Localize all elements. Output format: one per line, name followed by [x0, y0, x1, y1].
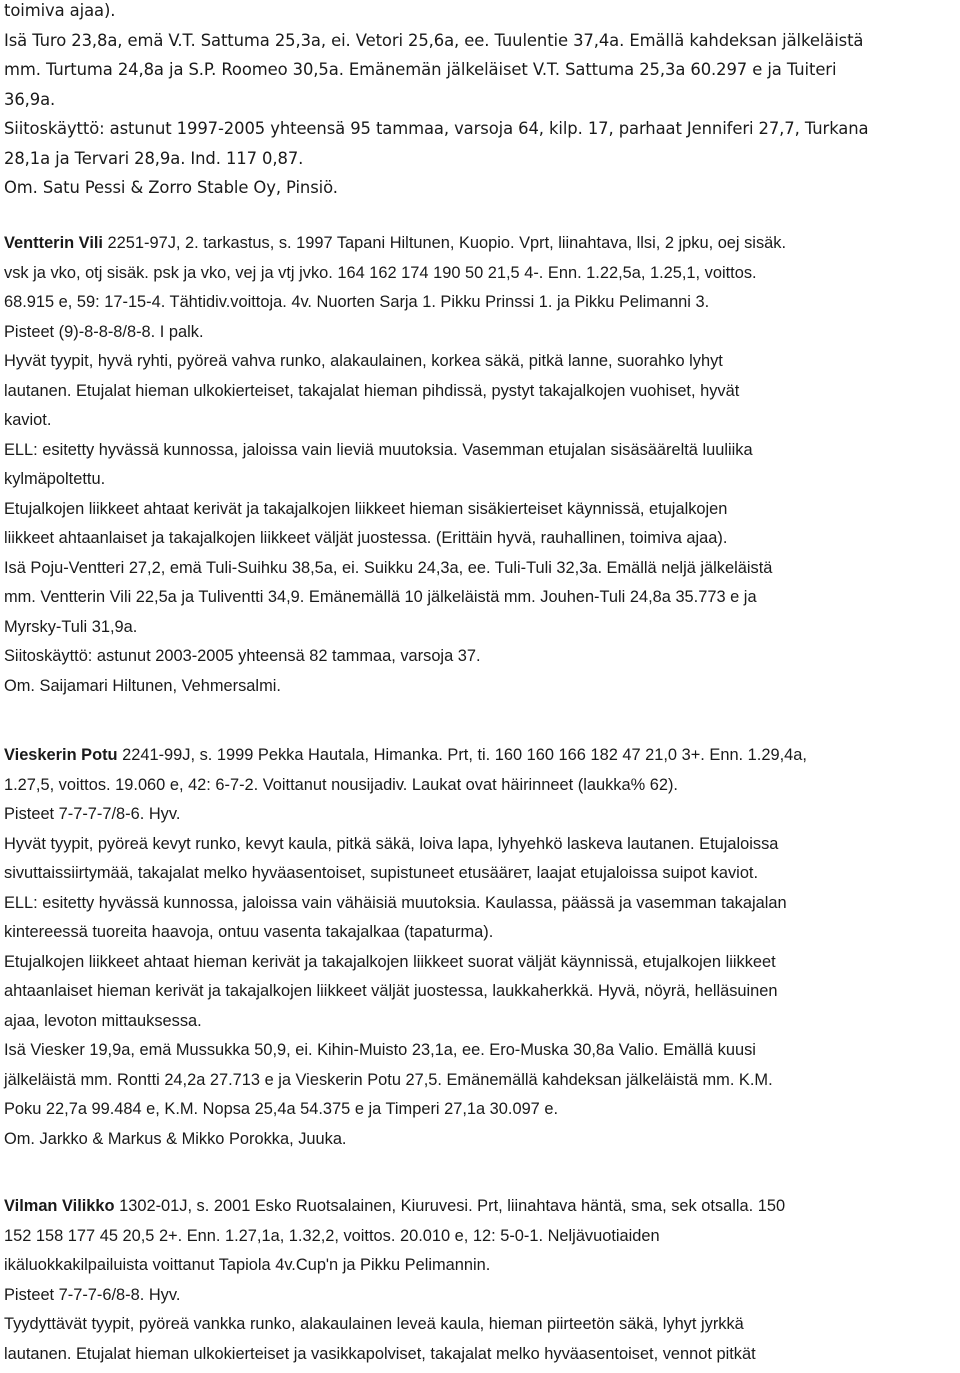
horse-entry-ventterin-vili: [4, 229, 958, 701]
text-line: Pisteet 7-7-7-7/8-6. Hyv.: [4, 805, 181, 823]
entry-first-line: [4, 229, 958, 259]
entry-details: 2241-99J, s. 1999 Pekka Hautala, Himanka. Prt, ti. 160 160 166 182 47 21,0 3+. Enn. 1.29,4a,: [117, 746, 807, 764]
horse-entry-vilman-vilikko: [4, 1192, 958, 1369]
text-line: Etujalkojen liikkeet ahtaat kerivät ja takajalkojen liikkeet hieman sisäkierteiset käynnissä, etujalkojen: [4, 499, 728, 518]
text-line: Pisteet (9)-8-8-8/8-8. I palk.: [4, 322, 204, 341]
text-line: kintereessä tuoreita haavoja, ontuu vasenta takajalkaa (tapaturma).: [4, 923, 494, 941]
text-line: Om. Jarkko & Markus & Mikko Porokka, Juuka.: [4, 1129, 347, 1148]
text-line: kaviot.: [4, 411, 52, 429]
text-line: toimiva ajaa).: [4, 1, 116, 20]
text-line: 68.915 e, 59: 17-15-4. Tähtidiv.voittoja. 4v. Nuorten Sarja 1. Pikku Prinssi 1. ja Pikku Pelimanni 3.: [4, 293, 710, 311]
text-line: Pisteet 7-7-7-6/8-8. Hyv.: [4, 1285, 181, 1304]
text-line: lautanen. Etujalat hieman ulkokierteiset, takajalat hieman pihdissä, pystyt takajalkojen vuohiset, hyvät: [4, 381, 740, 400]
text-line: Siitoskäyttö: astunut 2003-2005 yhteensä 82 tammaa, varsoja 37.: [4, 647, 481, 665]
text-line: Etujalkojen liikkeet ahtaat hieman kerivät ja takajalkojen liikkeet suorat väljät käynnissä, etujalkojen liikkeet: [4, 952, 776, 971]
text-line: Tyydyttävät tyypit, pyöreä vankka runko, alakaulainen leveä kaula, hieman piirteetön säkä, lyhyt jyrkkä: [4, 1315, 744, 1333]
text-line: Om. Satu Pessi & Zorro Stable Oy, Pinsiö.: [4, 178, 338, 197]
text-line: mm. Ventterin Vili 22,5a ja Tuliventti 34,9. Emänemällä 10 jälkeläistä mm. Jouhen-Tuli 24,8a 35.773 e ja: [4, 588, 757, 606]
text-line: 1.27,5, voittos. 19.060 e, 42: 6-7-2. Voittanut nousijadiv. Laukat ovat häirinneet (laukka% 62).: [4, 775, 678, 794]
text-line: 36,9a.: [4, 89, 56, 109]
text-line: Poku 22,7a 99.484 e, K.M. Nopsa 25,4a 54.375 e ja Timperi 27,1a 30.097 e.: [4, 1100, 559, 1118]
text-line: Siitoskäyttö: astunut 1997-2005 yhteensä 95 tammaa, varsoja 64, kilp. 17, parhaat Jenniferi 27,7, Turkana: [4, 119, 869, 138]
text-line: 28,1a ja Tervari 28,9a. Ind. 117 0,87.: [4, 148, 304, 168]
text-line: Isä Viesker 19,9a, emä Mussukka 50,9, ei. Kihin-Muisto 23,1a, ee. Ero-Muska 30,8a Valio. Emällä kuusi: [4, 1041, 756, 1059]
text-line: sivuttaissiirtymää, takajalat melko hyväasentoiset, supistuneet etusäärет, laajat etujaloissa suipot kaviot.: [4, 864, 759, 882]
horse-name: Vilman Vilikko: [4, 1197, 115, 1215]
text-line: liikkeet ahtaanlaiset ja takajalkojen liikkeet väljät juostessa. (Erittäin hyvä, rauhallinen, toimiva ajaa).: [4, 529, 728, 547]
text-line: lautanen. Etujalat hieman ulkokierteiset ja vasikkapolviset, takajalat melko hyväasentoiset, vennot pitkät: [4, 1344, 756, 1363]
text-line: ELL: esitetty hyvässä kunnossa, jaloissa vain vähäisiä muutoksia. Kaulassa, päässä ja vasemman takajalan: [4, 893, 787, 912]
text-line: ELL: esitetty hyvässä kunnossa, jaloissa vain lieviä muutoksia. Vasemman etujalan sisäsääreltä luuliika: [4, 440, 753, 459]
text-line: Hyvät tyypit, pyöreä kevyt runko, kevyt kaula, pitkä säkä, loiva lapa, lyhyehkö laskeva lautanen. Etujaloissa: [4, 834, 779, 853]
text-line: Om. Saijamari Hiltunen, Vehmersalmi.: [4, 676, 281, 695]
text-line: 152 158 177 45 20,5 2+. Enn. 1.27,1a, 1.32,2, voittos. 20.010 e, 12: 5-0-1. Neljävuotiaiden: [4, 1226, 660, 1245]
horse-name: Vieskerin Potu: [4, 746, 118, 764]
text-line: Isä Poju-Ventteri 27,2, emä Tuli-Suihku 38,5a, ei. Suikku 24,3a, ee. Tuli-Tuli 32,3a. Emällä neljä jälkeläistä: [4, 558, 773, 577]
entry-details: 1302-01J, s. 2001 Esko Ruotsalainen, Kiuruvesi. Prt, liinahtava häntä, sma, sek otsalla. 150: [114, 1197, 786, 1215]
text-line: jälkeläistä mm. Rontti 24,2a 27.713 e ja Vieskerin Potu 27,5. Emänemällä kahdeksan jälkeläistä mm. K.M.: [4, 1070, 773, 1089]
text-line: ahtaanlaiset hieman kerivät ja takajalkojen liikkeet väljät juostessa, laukkaherkkä. Hyvä, nöyrä, helläsuinen: [4, 982, 778, 1000]
horse-name: Ventterin Vili: [4, 234, 103, 252]
text-line: Isä Turo 23,8a, emä V.T. Sattuma 25,3a, ei. Vetori 25,6a, ee. Tuulentie 37,4a. Emällä kahdeksan jälkeläistä: [4, 30, 864, 50]
text-line: mm. Turtuma 24,8a ja S.P. Roomeo 30,5a. Emänemän jälkeläiset V.T. Sattuma 25,3a 60.297 e ja Tuiteri: [4, 60, 837, 79]
intro-section: [4, 0, 958, 203]
text-line: Hyvät tyypit, hyvä ryhti, pyöreä vahva runko, alakaulainen, korkea säkä, pitkä lanne, suorahko lyhyt: [4, 352, 723, 370]
text-line: kylmäpoltettu.: [4, 470, 106, 488]
text-line: ajaa, levoton mittauksessa.: [4, 1011, 202, 1030]
entry-details: 2251-97J, 2. tarkastus, s. 1997 Tapani Hiltunen, Kuopio. Vprt, liinahtava, llsi, 2 jpku, oej sisäk.: [102, 234, 787, 252]
horse-entry-vieskerin-potu: [4, 741, 958, 1154]
text-line: vsk ja vko, otj sisäk. psk ja vko, vej ja vtj jvko. 164 162 174 190 50 21,5 4-. Enn. 1.22,5a, 1.25,1, voittos.: [4, 263, 757, 282]
text-line: ikäluokkakilpailuista voittanut Tapiola 4v.Cup'n ja Pikku Pelimannin.: [4, 1256, 491, 1274]
entry-first-line: [4, 1192, 958, 1222]
entry-first-line: [4, 741, 958, 771]
text-line: Myrsky-Tuli 31,9a.: [4, 617, 138, 636]
